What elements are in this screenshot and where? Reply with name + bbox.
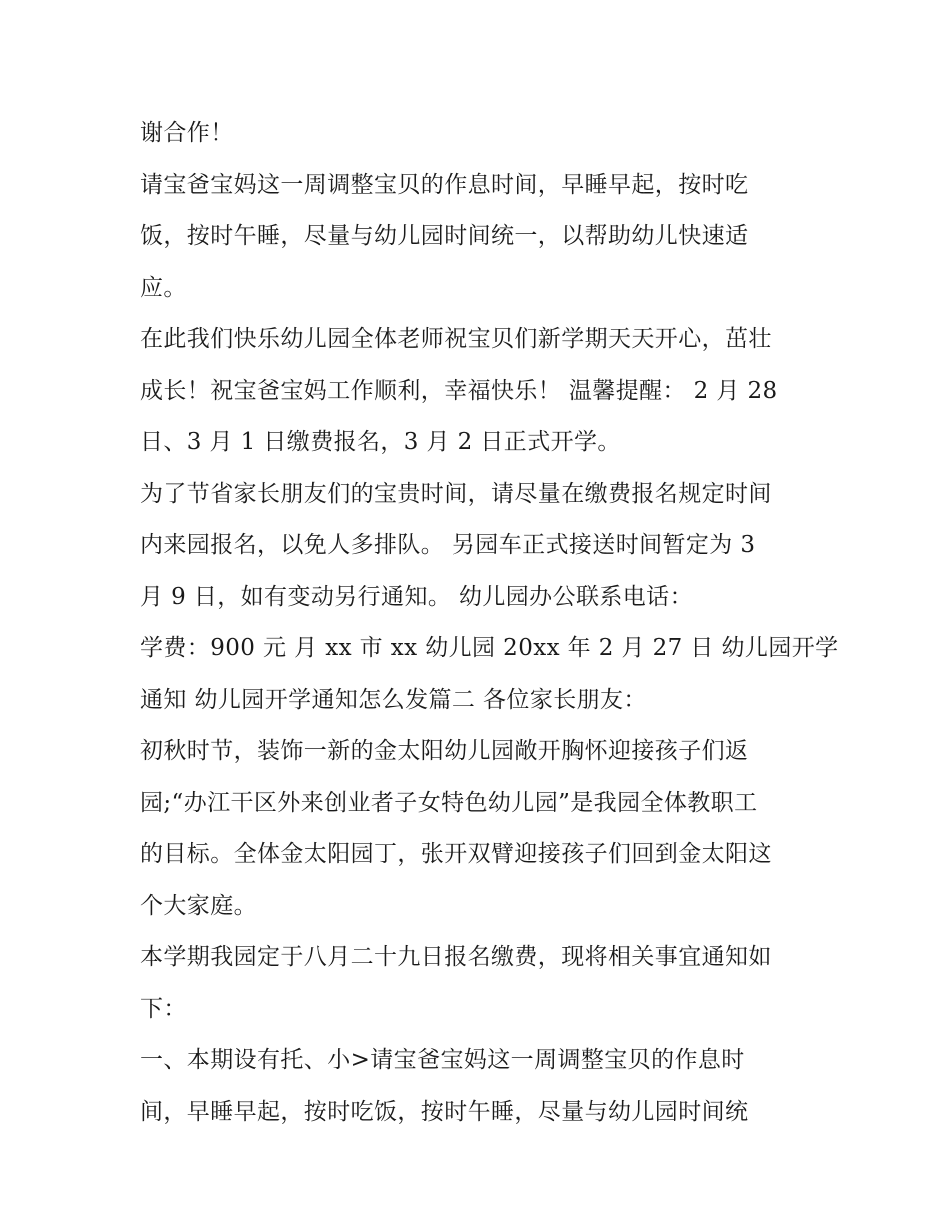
text-line: 日、3 月 1 日缴费报名，3 月 2 日正式开学。 bbox=[140, 429, 621, 455]
text-line: 学费：900 元 月 xx 市 xx 幼儿园 20xx 年 2 月 27 日 幼儿园开学 bbox=[140, 635, 839, 661]
text-line: 饭，按时午睡，尽量与幼儿园时间统一，以帮助幼儿快速适 bbox=[140, 223, 749, 249]
text-line: 本学期我园定于八月二十九日报名缴费，现将相关事宜通知如 bbox=[140, 944, 772, 970]
text-line: 园;“办江干区外来创业者子女特色幼儿园”是我园全体教职工 bbox=[140, 789, 758, 816]
document-body bbox=[140, 108, 839, 1138]
text-line: 一、本期设有托、小>请宝爸宝妈这一周调整宝贝的作息时 bbox=[140, 1047, 745, 1073]
text-line: 请宝爸宝妈这一周调整宝贝的作息时间，早睡早起，按时吃 bbox=[140, 171, 749, 198]
text-line: 初秋时节，装饰一新的金太阳幼儿园敞开胸怀迎接孩子们返 bbox=[140, 738, 749, 764]
text-line: 谢合作！ bbox=[140, 120, 234, 146]
text-line: 个大家庭。 bbox=[140, 892, 257, 919]
text-line: 为了节省家长朋友们的宝贵时间，请尽量在缴费报名规定时间 bbox=[140, 480, 772, 507]
text-line: 月 9 日，如有变动另行通知。 幼儿园办公联系电话： bbox=[140, 583, 693, 610]
text-line: 成长！祝宝爸宝妈工作顺利，幸福快乐！ 温馨提醒： 2 月 28 bbox=[140, 377, 778, 404]
text-line: 通知 幼儿园开学通知怎么发篇二 各位家长朋友： bbox=[140, 686, 647, 713]
text-line: 在此我们快乐幼儿园全体老师祝宝贝们新学期天天开心，茁壮 bbox=[140, 326, 772, 352]
text-line: 内来园报名，以免人多排队。 另园车正式接送时间暂定为 3 bbox=[140, 532, 756, 558]
text-line: 的目标。全体金太阳园丁，张开双臂迎接孩子们回到金太阳这 bbox=[140, 841, 772, 867]
text-line: 下： bbox=[140, 995, 187, 1022]
text-line: 应。 bbox=[140, 274, 187, 301]
text-line: 间，早睡早起，按时吃饭，按时午睡，尽量与幼儿园时间统 bbox=[140, 1098, 749, 1125]
